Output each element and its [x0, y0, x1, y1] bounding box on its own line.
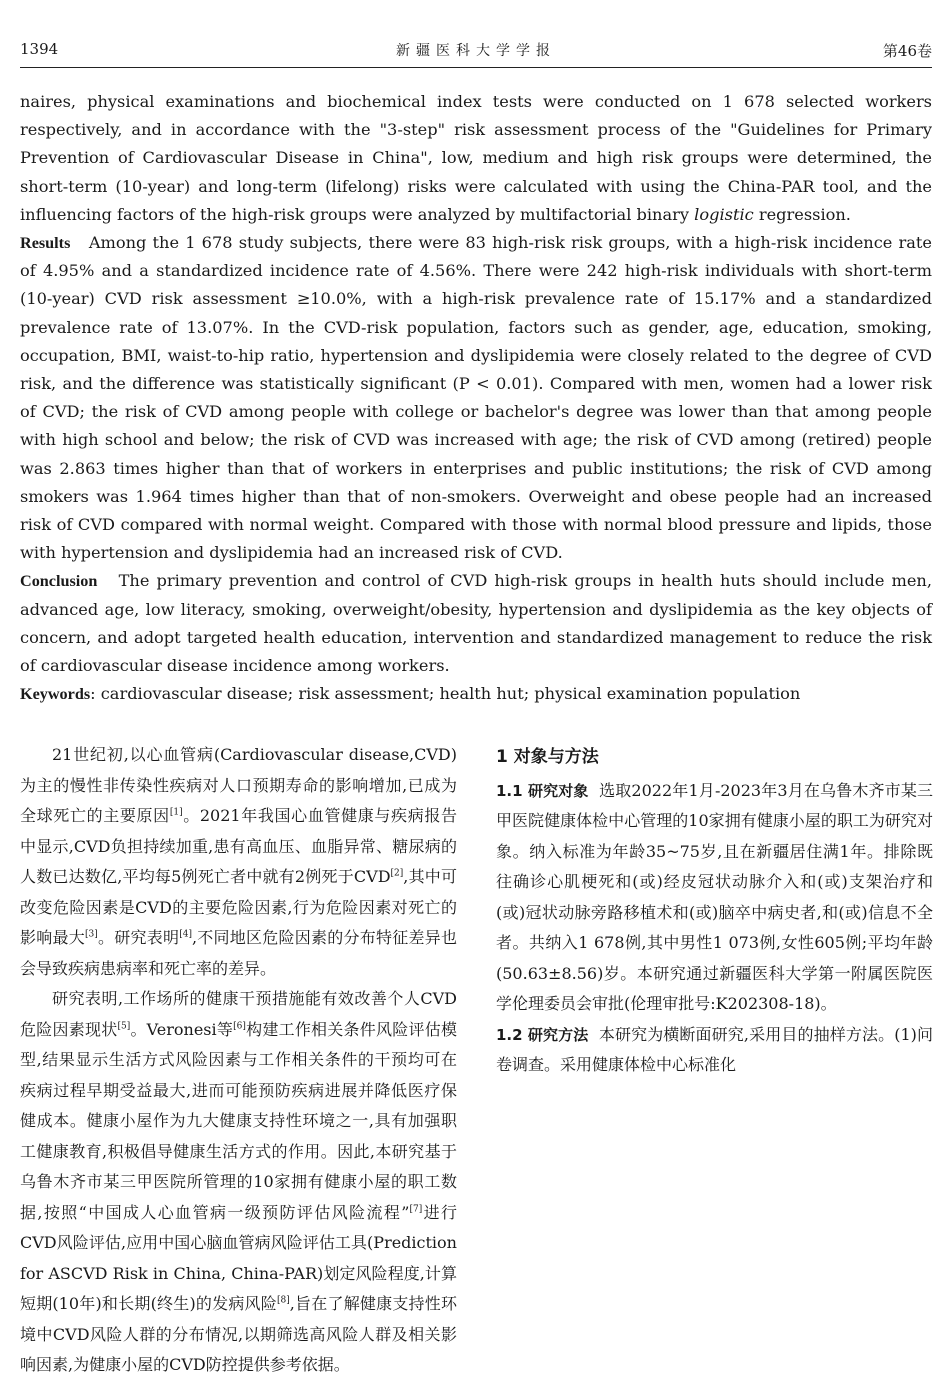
- keywords-label: Keywords: [20, 685, 91, 704]
- citation-ref: [2]: [390, 868, 404, 879]
- subsection-methods: 1.2 研究方法 本研究为横断面研究,采用目的抽样方法。(1)问卷调查。采用健康体检中心标准化: [496, 1024, 933, 1074]
- subsection-heading-methods: 1.2 研究方法: [496, 1025, 589, 1044]
- italic-logistic: logistic: [694, 204, 754, 224]
- results-label: Results: [20, 234, 71, 253]
- citation-ref: [1]: [169, 807, 183, 818]
- citation-ref: [7]: [409, 1204, 423, 1215]
- intro-paragraph-1: 21世纪初,以心血管病(Cardiovascular disease,CVD)为主的慢性非传染性疾病对人口预期寿命的影响增加,已成为全球死亡的主要原因[1]。2021年我国心血管健康与疾病报告中显示,CVD负担持续加重,患有高血压、血脂异常、糖尿病的人数已达数亿,平均每5例死亡者中就有2例死于CVD[2],其中可改变危险因素是CVD的主要危险因素,行为危险因素对死亡的影响最大[3]。研究表明[4],不同地区危险因素的分布特征差异也会导致疾病患病率和死亡率的差异。: [20, 745, 457, 978]
- subsection-heading-subjects: 1.1 研究对象: [496, 781, 589, 800]
- section-heading-methods: 1 对象与方法: [496, 747, 599, 767]
- conclusion-text: The primary prevention and control of CVD high-risk groups in health huts should include men, advanced age, low literacy, smoking, overweight/obesity, hypertension and dyslipidemia as the key objects of concern, and adopt targeted health education, intervention and standardized management to reduce the risk of cardiovascular disease incidence among workers.: [20, 571, 932, 676]
- intro-paragraph-2: 研究表明,工作场所的健康干预措施能有效改善个人CVD危险因素现状[5]。Veronesi等[6]构建工作相关条件风险评估模型,结果显示生活方式风险因素与工作相关条件的干预均可在疾病过程早期受益最大,进而可能预防疾病进展并降低医疗保健成本。健康小屋作为九大健康支持性环境之一,具有加强职工健康教育,积极倡导健康生活方式的作用。因此,本研究基于乌鲁木齐市某三甲医院所管理的10家拥有健康小屋的职工数据,按照“中国成人心血管病一级预防评估风险流程”[7]进行CVD风险评估,应用中国心脑血管病风险评估工具(Prediction for ASCVD Risk in China, China-PAR)划定风险程度,计算短期(10年)和长期(终生)的发病风险[8],旨在了解健康支持性环境中CVD风险人群的分布情况,以期筛选高风险人群及相关影响因素,为健康小屋的CVD防控提供参考依据。: [20, 989, 457, 1374]
- citation-ref: [8]: [277, 1295, 290, 1306]
- body-column-right: [496, 740, 933, 1081]
- abstract-methods-tail: naires, physical examinations and biochemical index tests were conducted on 1 678 selected workers respectively, and in accordance with the "3-step" risk assessment process of the "Guidelines for Primary Prevention of Cardiovascular Disease in China", low, medium and high risk groups were determined, the short-term (10-year) and long-term (lifelong) risks were calculated with using the China-PAR tool, and the influencing factors of the high-risk groups were analyzed by multifactorial binary logistic regression.: [20, 92, 932, 224]
- abstract-results: [20, 229, 932, 567]
- conclusion-label: Conclusion: [20, 572, 98, 591]
- abstract-conclusion: [20, 567, 932, 680]
- citation-ref: [4]: [179, 929, 192, 940]
- citation-ref: [3]: [84, 929, 98, 940]
- keywords-text: : cardiovascular disease; risk assessment; health hut; physical examination population: [90, 684, 801, 704]
- abstract-keywords: [20, 680, 932, 708]
- body-column-left: [20, 740, 457, 1381]
- citation-ref: [6]: [233, 1021, 246, 1032]
- subsection-subjects: 1.1 研究对象 选取2022年1月-2023年3月在乌鲁木齐市某三甲医院健康体检中心管理的10家拥有健康小屋的职工为研究对象。纳入标准为年龄35~75岁,且在新疆居住满1年。排除既往确诊心肌梗死和(或)经皮冠状动脉介入和(或)支架治疗和(或)冠状动脉旁路移植术和(或)脑卒中病史者,和(或)信息不全者。共纳入1 678例,其中男性1 073例,女性605例;平均年龄(50.63±8.56)岁。本研究通过新疆医科大学第一附属医院医学伦理委员会审批(伦理审批号:K202308-18)。: [496, 780, 933, 1013]
- citation-ref: [5]: [117, 1021, 131, 1032]
- volume-label: 第46卷: [882, 42, 932, 60]
- running-header: [20, 36, 932, 60]
- header-rule: [20, 67, 932, 68]
- page-number: 1394: [20, 40, 59, 58]
- results-text: Among the 1 678 study subjects, there were 83 high-risk risk groups, with a high-risk incidence rate of 4.95% and a standardized incidence rate of 4.56%. There were 242 high-risk individuals with short-term (10-year) CVD risk assessment ≥10.0%, with a high-risk prevalence rate of 15.17% and a standardized prevalence rate of 13.07%. In the CVD-risk population, factors such as gender, age, education, smoking, occupation, BMI, waist-to-hip ratio, hypertension and dyslipidemia were closely related to the degree of CVD risk, and the difference was statistically significant (P < 0.01). Compared with men, women had a lower risk of CVD; the risk of CVD among people with college or bachelor's degree was lower than that among people with high school and below; the risk of CVD was increased with age; the risk of CVD among (retired) people was 2.863 times higher than that of workers in enterprises and public institutions; the risk of CVD among smokers was 1.964 times higher than that of non-smokers. Overweight and obese people had an increased risk of CVD compared with normal weight. Compared with those with normal blood pressure and lipids, those with hypertension and dyslipidemia had an increased risk of CVD.: [20, 233, 932, 563]
- journal-title: 新疆医科大学学报: [396, 43, 556, 59]
- english-abstract: [20, 88, 932, 708]
